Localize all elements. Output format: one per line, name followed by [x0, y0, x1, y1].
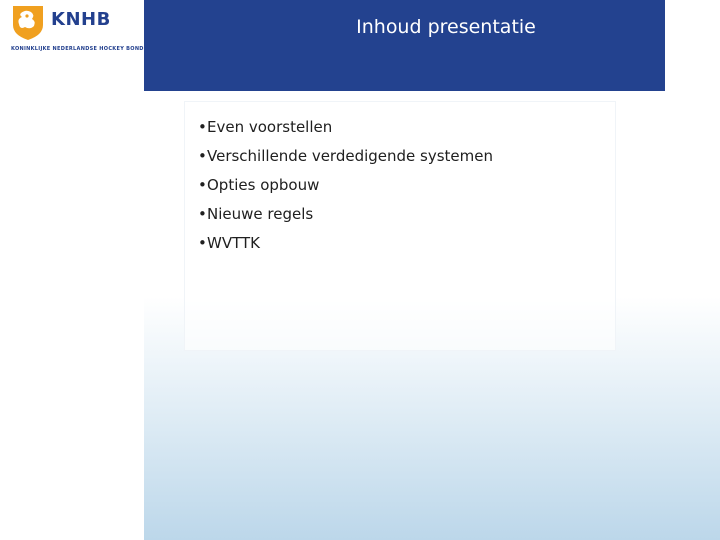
bullet-item: [198, 116, 493, 145]
logo-wordmark: KNHB: [51, 9, 111, 30]
bullet-dot: •: [198, 234, 207, 252]
logo-tagline: KONINKLIJKE NEDERLANDSE HOCKEY BOND: [11, 46, 144, 52]
bullet-dot: •: [198, 176, 207, 194]
title-bar-edge: [665, 0, 720, 91]
bullet-text: Verschillende verdedigende systemen: [207, 147, 494, 165]
bullet-list: [198, 116, 493, 261]
bullet-item: [198, 145, 493, 174]
bullet-text: Nieuwe regels: [207, 205, 314, 223]
bullet-item: [198, 232, 493, 261]
title-bar: [144, 0, 665, 91]
bullet-item: [198, 203, 493, 232]
bullet-dot: •: [198, 147, 207, 165]
bullet-text: WVTTK: [207, 234, 260, 252]
slide-title: Inhoud presentatie: [356, 16, 536, 38]
knhb-logo: [0, 0, 144, 70]
bullet-dot: •: [198, 205, 207, 223]
bullet-text: Even voorstellen: [207, 118, 333, 136]
bullet-item: [198, 174, 493, 203]
bullet-text: Opties opbouw: [207, 176, 320, 194]
bullet-dot: •: [198, 118, 207, 136]
knhb-lion-emblem-icon: [10, 3, 46, 41]
